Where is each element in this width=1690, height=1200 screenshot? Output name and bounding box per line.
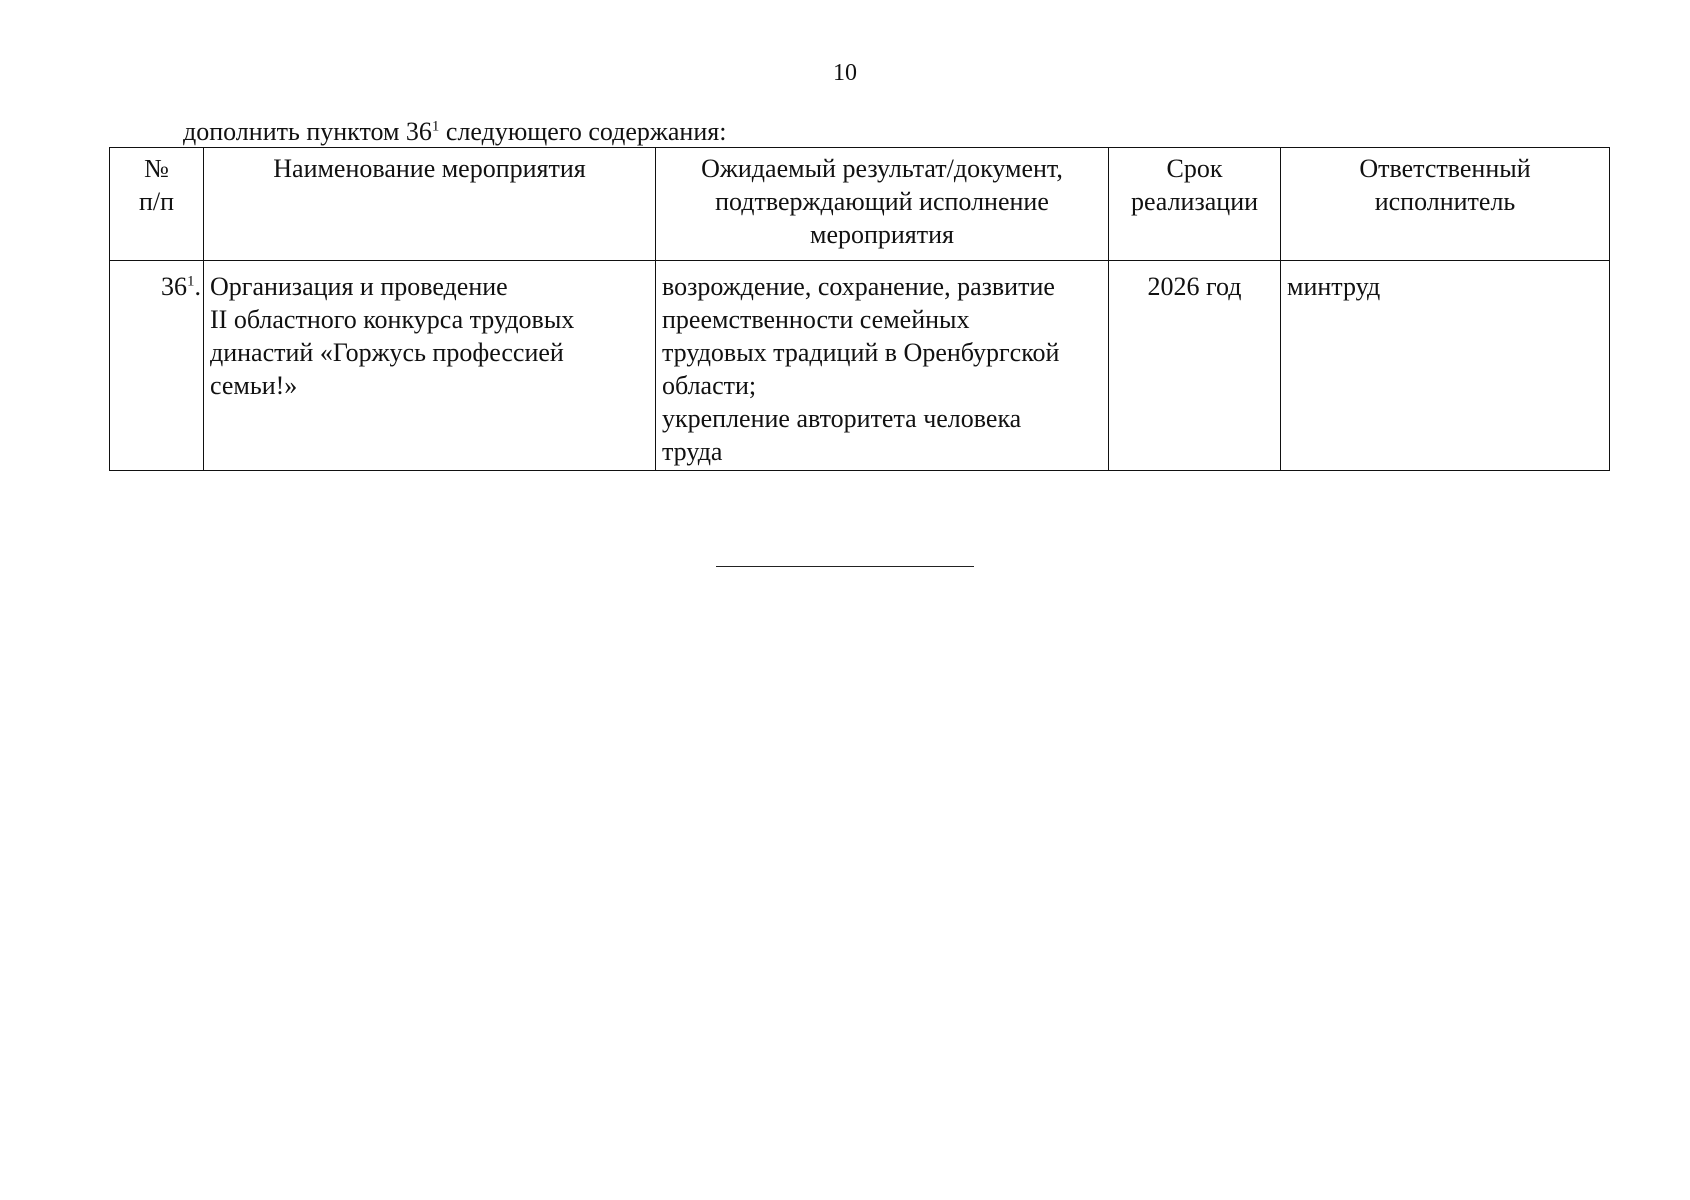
row-number	[110, 261, 204, 471]
intro-text-after: следующего содержания:	[439, 117, 727, 146]
intro-text	[183, 117, 726, 147]
table-row	[110, 261, 1610, 471]
row-measure-name: Организация и проведение II областного конкурса трудовых династий «Горжусь профессией семьи!»	[204, 261, 656, 471]
end-divider-line	[716, 566, 974, 567]
header-term: Срок реализации	[1109, 148, 1281, 261]
measures-table	[109, 147, 1610, 471]
row-number-superscript: 1	[187, 273, 195, 290]
header-measure-name: Наименование мероприятия	[204, 148, 656, 261]
header-expected-result: Ожидаемый результат/документ, подтверждающий исполнение мероприятия	[656, 148, 1109, 261]
row-number-suffix: .	[194, 272, 201, 301]
intro-text-before: дополнить пунктом 36	[183, 117, 432, 146]
intro-superscript: 1	[431, 118, 440, 135]
row-expected-result: возрождение, сохранение, развитие преемственности семейных трудовых традиций в Оренбургской области; укрепление авторитета человека труда	[656, 261, 1109, 471]
page-number: 10	[833, 60, 857, 86]
header-executor: Ответственный исполнитель	[1281, 148, 1610, 261]
row-term: 2026 год	[1109, 261, 1281, 471]
table-header-row	[110, 148, 1610, 261]
row-executor: минтруд	[1281, 261, 1610, 471]
header-number: № п/п	[110, 148, 204, 261]
row-number-main: 36	[161, 272, 187, 301]
